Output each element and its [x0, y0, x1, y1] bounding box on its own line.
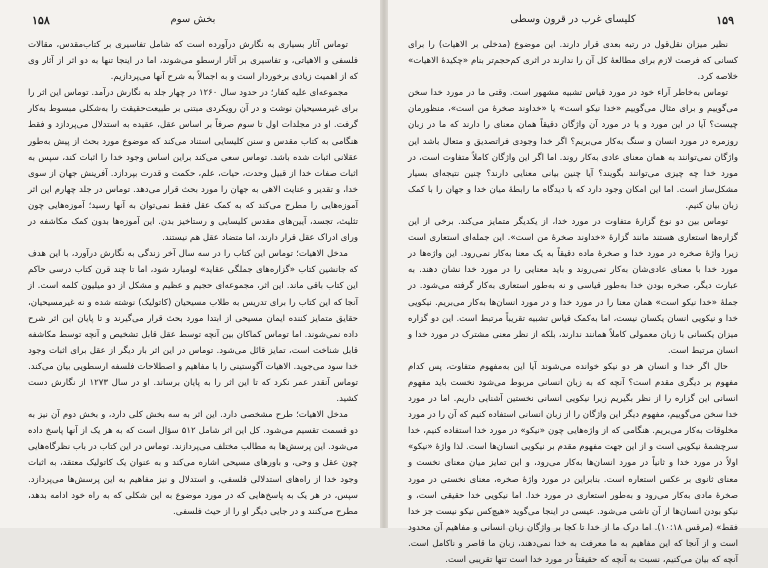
left-running-head: بخش سوم — [170, 14, 216, 25]
left-paragraph-3: مدخل الاهیات؛ توماس این کتاب را در سه سال آخر زندگی به نگارش درآورد، با این هدف که جانشین کتاب «گزاره‌های جملگی عقاید» لومبارد شود، اما تا چند قرن کتاب درسی حاکم این کتاب باقی ماند. این اثر، مجموعه‌ای حجیم و عظیم و مشکل از دو میلیون کلمه است. از آنجا که این کتاب را برای تدریس به طلاب مسیحیان (کاتولیک) نوشته شده و نه غیرمسیحیان، حقایق متمایز کننده ایمان مسیحی از ابتدا مورد بحث قرار می‌گیرند و تا پایان این اثر شرح داده نمی‌شوند. اما توماس کماکان بین آنچه توسط عقل قابل تشخیص و آنچه توسط مکاشفه قابل شناخت است، تمایز قائل می‌شود. توماس در این اثر بار دیگر از عقل برای اثبات وجود خدا سود می‌جوید. الاهیات آگوستینی را با مفاهیم و اصطلاحات فلسفه ارسطویی بیان می‌کند. توماس آنقدر عمر نکرد که تا این اثر را به پایان برساند. او در سال ۱۲۷۳ از نگارش دست کشید. — [28, 249, 358, 405]
right-page-header — [408, 14, 738, 28]
right-page-body — [408, 37, 738, 568]
right-paragraph-2: توماس به‌خاطر آراء خود در مورد قیاس تشبیه مشهور است. وقتی ما در مورد خدا سخن می‌گوییم و برای مثال می‌گوییم «خدا نیکو است» یا «خداوند صخرهٔ من است»، منظورمان چیست؟ آیا در این مورد و یا در مورد آن واژگان دقیقاً همان معنای را دارند که ما در زبان روزمره در مورد انسان و سنگ به‌کار می‌بریم؟ اگر خدا وجودی فراتصدیق و متعال باشد این واژگان نمی‌توانند به همان معنای عادی به‌کار روند. اما اگر این واژگان کاملاً متفاوت است، در مورد خدا چه چیزی می‌توانند بگویند؟ آیا چنین بیانی معنایی دارند؟ چنین نتیجه‌ای بسیار مشکل‌ساز است. اما این امکان وجود دارد که با دیدگاه ما رابطهٔ میان خدا و جهان را با کمک زبان بیان کنیم. — [408, 88, 738, 211]
left-paragraph-4: مدخل الاهیات؛ طرح مشخصی دارد. این اثر به سه بخش کلی دارد، و بخش دوم آن نیز به دو قسمت تقسیم می‌شود. کل این اثر شامل ۵۱۲ سؤال است که به هر یک از آنها پاسخ داده می‌شود. این پرسش‌ها به مطالب مختلف می‌پردازند. توماس در این کتاب در باب نظرگاه‌هایی چون عقل و وحی، و باورهای مسیحی اشاره می‌کند و به عنوان یک کاتولیک معتقد، به اثبات وجود خدا از راه‌های استدلالی فلسفی، و استدلال و نیز مفاهیم به این پرسش‌ها می‌پردازد. سپس، در هر یک به پاسخ‌هایی که در مورد موضوع به این شکلی که به راه خود ادامه بدهد، مطرح می‌کنند و در جایی دیگر او را از حیث فلسفی. — [28, 410, 358, 517]
right-paragraph-3: توماس بین دو نوع گزارهٔ متفاوت در مورد خدا، از یکدیگر متمایز می‌کند. برخی از این گزاره‌ها استعاری هستند مانند گزارهٔ «خداوند صخرهٔ من است». این جمله‌ای استعاری است زیرا واژهٔ صخره در مورد خدا و صخرهٔ ماده دقیقاً به یک معنا به‌کار نمی‌رود. این واژه‌ها در مورد خدا با معنای عادی‌شان به‌کار نمی‌روند و باید معنایی را در مورد خدا نشان دهند. به عبارت دیگر، صخره بودن خدا به‌طور قیاسی و نه به‌طور استعاری به‌کار گرفته می‌شود. در جملهٔ «خدا نیکو است» همان معنا را در مورد خدا و در مورد انسان‌ها به‌کار می‌بریم. نیکویی خدا و نیکویی انسان یکسان نیست، اما به‌کمک قیاس تشبیه تقریباً مرتبط است. این دو گزاره میزان یکسانی با زبان معمولی کاملاً همانند ندارند، بلکه از نظر معنی مشترک در مورد خدا و انسان مرتبط است. — [408, 217, 738, 356]
book-gutter — [380, 0, 388, 528]
right-page-number: ۱۵۹ — [716, 14, 734, 27]
left-page — [0, 0, 380, 528]
right-running-head: کلیسای غرب در قرون وسطی — [510, 14, 636, 25]
right-page — [388, 0, 768, 565]
left-page-body — [28, 37, 358, 520]
left-page-number: ۱۵۸ — [32, 14, 50, 27]
left-page-header — [28, 14, 358, 28]
right-paragraph-1: نظیر میزان نقل‌قول در رتبه بعدی قرار دارند. این موضوع (مدخلی بر الاهیات) را برای کسانی که فرصت لازم برای مطالعهٔ کل آن را ندارند در اثری کم‌حجم‌تر بنام «چکیدهٔ الاهیات» خلاصه کرد. — [408, 40, 738, 83]
left-paragraph-1: توماس آثار بسیاری به نگارش درآورده است که شامل تفاسیری بر کتاب‌مقدس، مقالات فلسفی و الاهیاتی، و تفاسیری بر آثار ارسطو می‌شوند، اما در اینجا تنها به دو اثر از آثار وی که از اهمیت زیادی برخوردار است و به اجمالاً به شرح آنها می‌پردازیم. — [28, 40, 358, 83]
left-paragraph-2: مجموعه‌ای علیه کفار؛ در حدود سال ۱۲۶۰ در چهار جلد به نگارش درآمد. توماس این اثر را برای غیرمسیحیان نوشت و در آن رویکردی مبتنی بر طبیعت‌حقیقت را به‌شکلی مبسوط به‌کار گرفت. او در مجلدات اول تا سوم صرفاً بر اساس عقل، عقیده به استدلال می‌پردازد و فقط هنگامی به کتاب مقدس و سنن کلیسایی استناد می‌کند که موضوع مورد بحث از پیش به‌طور عقلانی اثبات شده باشد. توماس سعی می‌کند براین اساس وجود خدا را اثبات کند، سپس به اثبات صفات خدا از قبیل وحدت، حیات، علم، حکمت و قدرت بپردازد. آفرینش جهان از سوی خدا، و تقدیر و عنایت الاهی به جهان را مورد بحث قرار می‌دهد. توماس در جلد چهارم این اثر آموزه‌هایی را مطرح می‌کند که به کمک عقل فقط نمی‌توان به آنها رسید؛ آموزه‌هایی چون تثلیث، تجسد، آیین‌های مقدس کلیسایی و رستاخیز بدن. این آموزه‌ها بدون کمک مکاشفه در ورای ادراک عقل قرار دارند، اما متضاد عقل هم نیستند. — [28, 88, 358, 244]
right-paragraph-4: حال اگر خدا و انسان هر دو نیکو خوانده می‌شوند آیا این به‌مفهوم متفاوت، پس کدام مفهوم بر دیگری مقدم است؟ آنچه که به زبان انسانی مربوط می‌شود نخست باید مفهوم انسانی این گزاره را از نظر بگیریم زیرا نیکویی انسانی نخستین آشنایی داریم. اما در مورد خدا سخن می‌گوییم، مفهوم دیگر این واژگان را از زبان انسانی استفاده کنیم که آن را در مورد مخلوقات به‌کار می‌بریم. هنگامی که از واژه‌هایی چون «نیکو» در مورد خدا استفاده کنیم، خدا سرچشمهٔ نیکویی است و از این جهت مفهوم مقدم بر نیکویی انسان‌ها است. لذا واژهٔ «نیکو» اولاً در مورد خدا و ثانیاً در مورد انسان‌ها به‌کار می‌رود، و این تمایز میان معنای نخست و معنای ثانوی بر عکس استعاره است. بنابراین در مورد واژهٔ صخره، معنای نخستی در مورد صخرهٔ مادی به‌کار می‌رود و به‌طور استعاری در مورد خدا. اما نیکویی خدا حقیقی است، و نیکو بودن انسان‌ها از آن ناشی می‌شود. عیسی در اینجا می‌گوید «هیچ‌کس نیکو نیست جز خدا فقط» (مرقس ۱۰:۱۸). اما درک ما از خدا تا کجا بر واژگان زبان انسانی و مفاهیم آن محدود است و از آنجا که این مفاهیم به ما معرفت به خدا نمی‌دهند، زبان ما قاصر و ناکامل است. آنچه که بیان می‌کنیم، نسبت به آنچه که حقیقتاً در مورد خدا است تنها تقریبی است. — [408, 361, 738, 565]
